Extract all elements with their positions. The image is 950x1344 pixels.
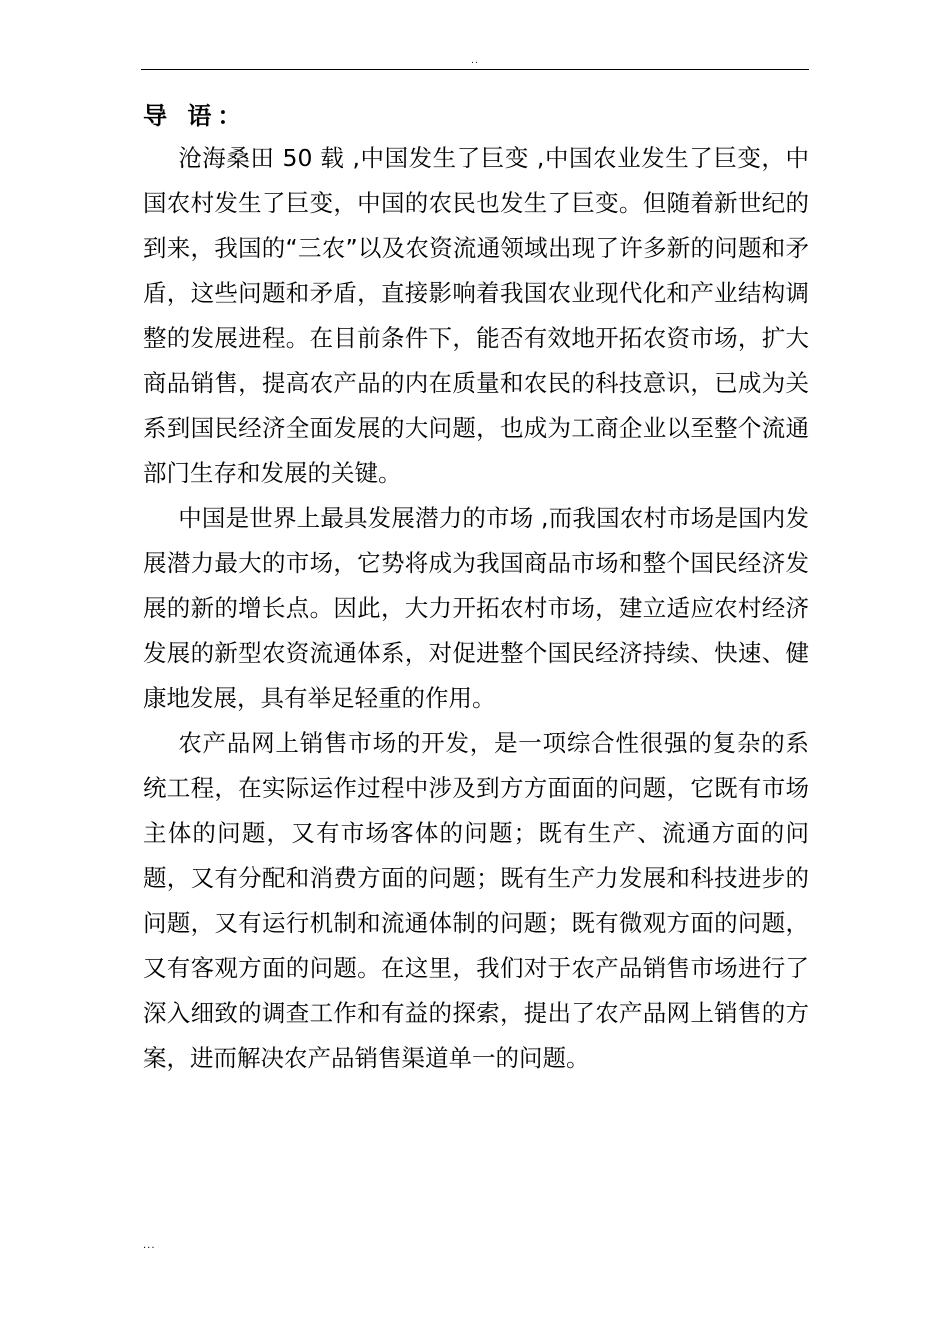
section-heading: 导 语：	[143, 102, 248, 130]
paragraph-1: 沧海桑田 50 载 ,中国发生了巨变 ,中国农业发生了巨变，中国农村发生了巨变，中国的农民也发生了巨变。但随着新世纪的到来，我国的“三农”以及农资流通领域出现了许多新的问题和矛盾，这些问题和矛盾，直接影响着我国农业现代化和产业结构调整的发展进程。在目前条件下，能否有效地开拓农资市场，扩大商品销售，提高农产品的内在质量和农民的科技意识，已成为关系到国民经济全面发展的大问题，也成为工商企业以至整个流通部门生存和发展的关键。	[143, 144, 809, 487]
paragraph-3: 农产品网上销售市场的开发，是一项综合性很强的复杂的系统工程，在实际运作过程中涉及到方方面面的问题，它既有市场主体的问题，又有市场客体的问题；既有生产、流通方面的问题，又有分配和消费方面的问题；既有生产力发展和科技进步的问题，又有运行机制和流通体制的问题；既有微观方面的问题，又有客观方面的问题。在这里，我们对于农产品销售市场进行了深入细致的调查工作和有益的探索，提出了农产品网上销售的方案，进而解决农产品销售渠道单一的问题。	[143, 729, 809, 1072]
paragraph-2: 中国是世界上最具发展潜力的市场 ,而我国农村市场是国内发展潜力最大的市场，它势将成为我国商品市场和整个国民经济发展的新的增长点。因此，大力开拓农村市场，建立适应农村经济发展的新型农资流通体系，对促进整个国民经济持续、快速、健康地发展，具有举足轻重的作用。	[143, 504, 809, 712]
header-rule	[141, 69, 809, 70]
document-body	[143, 96, 809, 1081]
header-mark: ..	[471, 56, 479, 66]
footer-mark: ...	[143, 1240, 156, 1251]
